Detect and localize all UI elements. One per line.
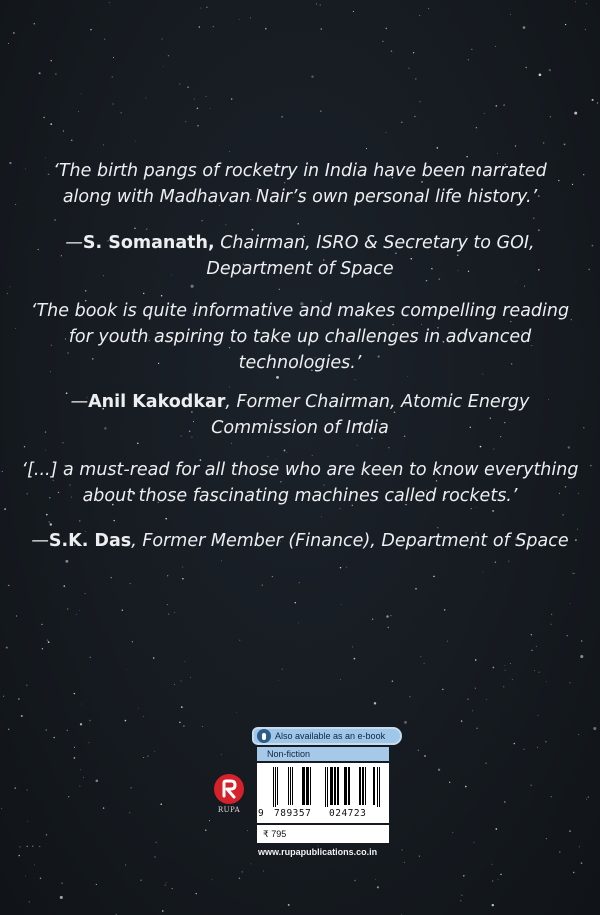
isbn-barcode [257,763,389,823]
attribution-1-title-line-1: Chairman, ISRO & Secretary to GOI, [214,233,535,253]
rupa-logo-text: RUPA [217,806,241,814]
attribution-3-title-line-1: , Former Member (Finance), Department of Space [131,531,569,551]
ebook-badge [252,727,402,745]
attribution-3-name: S.K. Das [48,531,132,551]
microphone-icon [257,729,271,743]
isbn-group-2: 024723 [329,808,367,819]
quote-2-line-1: ‘The book is quite informative and makes compelling reading [30,301,570,321]
rupa-logo-icon [214,774,244,804]
attribution-2 [0,389,600,441]
barcode-bars [263,767,383,807]
quote-3-line-2: about those fascinating machines called rockets.’ [82,486,518,506]
isbn-group-1: 789357 [274,808,312,819]
isbn-lead-digit: 9 [258,808,265,819]
quote-2-line-2: for youth aspiring to take up challenges in advanced [68,327,532,347]
price: ₹ 795 [257,825,389,843]
rupa-logo [214,774,244,804]
quote-1-line-2: along with Madhavan Nair’s own personal life history.’ [62,187,538,207]
genre-label: Non-fiction [257,747,389,761]
attribution-1-name: S. Somanath, [82,233,215,253]
quote-2-line-3: technologies.’ [238,353,362,373]
attribution-dash: — [65,233,83,253]
attribution-2-name: Anil Kakodkar [88,392,226,412]
ebook-label: Also available as an e-book [275,731,386,741]
quote-1 [0,158,600,210]
attribution-1-title-line-2: Department of Space [206,259,394,279]
attribution-3 [0,528,600,554]
attribution-dash: — [31,531,49,551]
attribution-2-title-line-1: , Former Chairman, Atomic Energy [225,392,530,412]
publisher-url: www.rupapublications.co.in [258,847,378,857]
attribution-2-title-line-2: Commission of India [211,418,389,438]
attribution-1 [0,230,600,282]
quote-2 [0,298,600,376]
quote-3-line-1: ‘[...] a must-read for all those who are keen to know everything [21,460,579,480]
quote-1-line-1: ‘The birth pangs of rocketry in India have been narrated [53,161,547,181]
quote-3 [0,457,600,509]
attribution-dash: — [70,392,89,412]
